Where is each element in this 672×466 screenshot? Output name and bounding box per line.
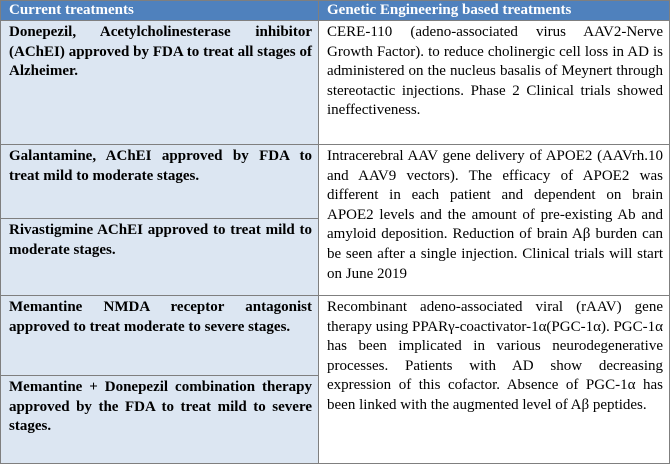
- header-genetic-treatments: Genetic Engineering based treatments: [319, 1, 670, 21]
- current-treatment-memantine-donepezil: Memantine + Donepezil combination therapy approved by the FDA to treat mild to severe stages.: [1, 376, 319, 464]
- table-row: [1, 21, 670, 145]
- genetic-treatment-apoe2: Intracerebral AAV gene delivery of APOE2 (AAVrh.10 and AAV9 vectors). The efficacy of APOE2 was different in each patient and dependent on brain APOE2 levels and the amount of pre-existing Ab and amyloid deposition. Reduction of brain Aβ burden can be seen after a single injection. Clinical trials will start on June 2019: [319, 145, 670, 296]
- header-current-treatments: Current treatments: [1, 1, 319, 21]
- genetic-treatment-pgc1a: Recombinant adeno-associated viral (rAAV) gene therapy using PPARγ-coactivator-1α(PGC-1α). PGC-1α has been implicated in various neurodegenerative processes. Patients with AD show decreasing expression of this cofactor. Absence of PGC-1α has been linked with the augmented level of Aβ peptides.: [319, 296, 670, 464]
- current-treatment-donepezil: Donepezil, Acetylcholinesterase inhibitor (AChEI) approved by FDA to treat all stages of Alzheimer.: [1, 21, 319, 145]
- current-treatment-memantine: Memantine NMDA receptor antagonist approved to treat moderate to severe stages.: [1, 296, 319, 376]
- genetic-treatment-cere110: CERE-110 (adeno-associated virus AAV2-Nerve Growth Factor). to reduce cholinergic cell loss in AD is administered on the nucleus basalis of Meynert through stereotactic injections. Phase 2 Clinical trials showed ineffectiveness.: [319, 21, 670, 145]
- table-row: [1, 145, 670, 219]
- table-row: [1, 296, 670, 376]
- header-row: [1, 1, 670, 21]
- current-treatment-galantamine: Galantamine, AChEI approved by FDA to treat mild to moderate stages.: [1, 145, 319, 219]
- current-treatment-rivastigmine: Rivastigmine AChEI approved to treat mild to moderate stages.: [1, 219, 319, 296]
